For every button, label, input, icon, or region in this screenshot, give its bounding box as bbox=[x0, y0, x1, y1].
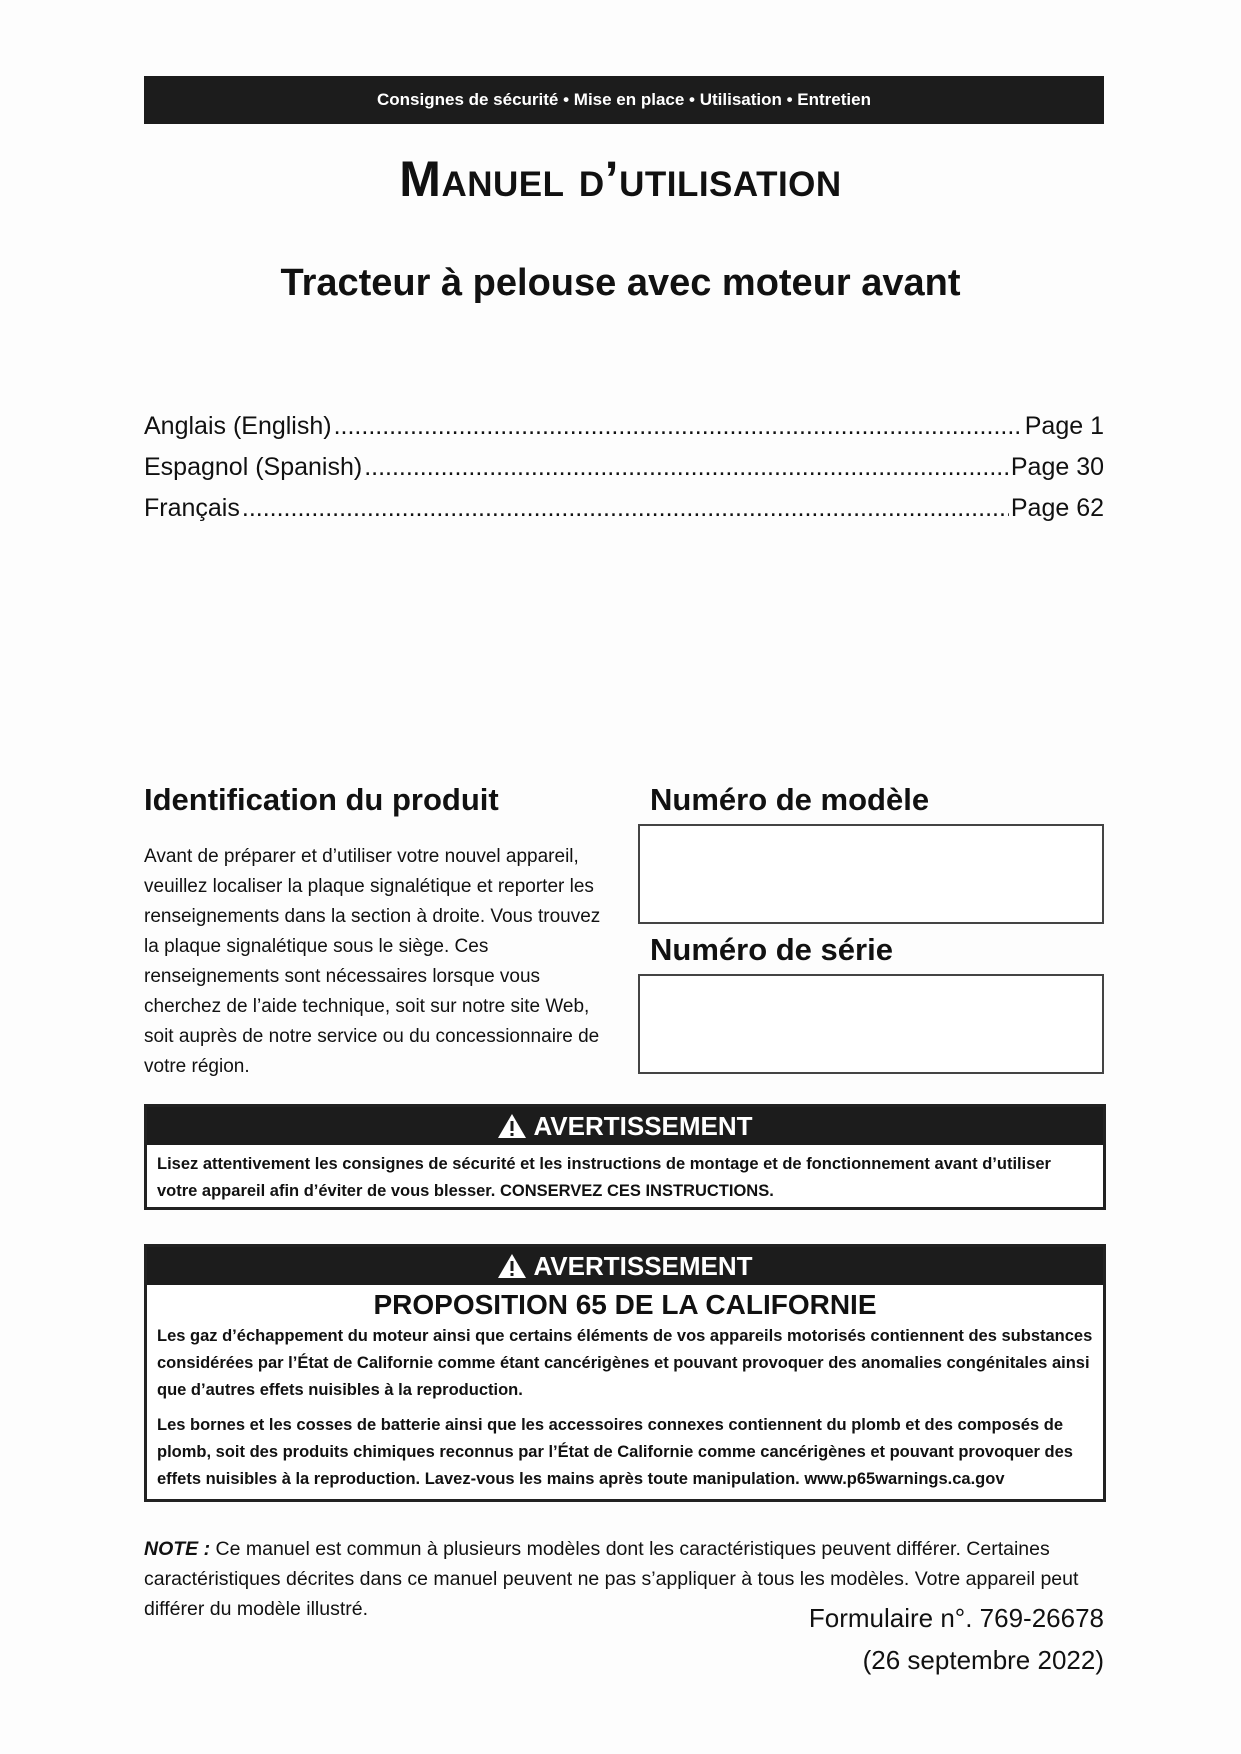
form-date: (26 septembre 2022) bbox=[862, 1645, 1104, 1675]
prop65-body bbox=[147, 1321, 1103, 1501]
toc-entry-spanish[interactable] bbox=[144, 453, 1104, 494]
title-initial: M bbox=[399, 151, 442, 207]
note-label: NOTE : bbox=[144, 1538, 211, 1560]
form-info bbox=[809, 1597, 1104, 1681]
warning-title: AVERTISSEMENT bbox=[533, 1250, 753, 1281]
toc-leader-dots bbox=[334, 412, 1023, 441]
toc-page: Page 62 bbox=[1010, 494, 1104, 522]
serial-number-label: Numéro de série bbox=[650, 932, 893, 967]
table-of-contents bbox=[144, 412, 1104, 535]
toc-label: Anglais (English) bbox=[144, 412, 332, 440]
form-number: Formulaire n°. 769-26678 bbox=[808, 1603, 1104, 1633]
prop65-warning-box bbox=[144, 1244, 1106, 1502]
prop65-paragraph-1: Les gaz d’échappement du moteur ainsi que certains éléments de vos appareils motorisés contiennent des substances considérées par l’État de Californie comme étant cancérigènes et pouvant provoquer des anomalies congénitales ainsi que d’autres effets nuisibles à la reproduction. bbox=[157, 1327, 1093, 1399]
page-subtitle: Tracteur à pelouse avec moteur avant bbox=[280, 262, 961, 304]
warning-text: Lisez attentivement les consignes de sécurité et les instructions de montage et de fonctionnement avant d’utiliser votre appareil afin d’éviter de vous blesser. CONSERVEZ CES INSTRUCTIONS. bbox=[157, 1155, 1051, 1200]
prop65-title: PROPOSITION 65 DE LA CALIFORNIE bbox=[373, 1289, 877, 1320]
prop65-paragraph-2: Les bornes et les cosses de batterie ainsi que les accessoires connexes contiennent du plomb et des composés de plomb, soit des produits chimiques reconnus par l’État de Californie comme cancérigènes et pouvant provoquer des effets nuisibles à la reproduction. Lavez-vous les mains après toute manipulation. www.p65warnings.ca.gov bbox=[157, 1416, 1073, 1488]
header-banner: Consignes de sécurité • Mise en place • Utilisation • Entretien bbox=[144, 76, 1104, 124]
warning-header bbox=[147, 1247, 1103, 1285]
toc-leader-dots bbox=[242, 494, 1009, 523]
model-number-field[interactable] bbox=[638, 824, 1104, 924]
title-rest: anuel d’utilisation bbox=[441, 151, 842, 207]
toc-entry-english[interactable] bbox=[144, 412, 1104, 453]
product-identification-text: Avant de préparer et d’utiliser votre nouvel appareil, veuillez localiser la plaque signalétique et reporter les renseignements dans la section à droite. Vous trouvez la plaque signalétique sous le siège. Ces renseignements sont nécessaires lorsque vous cherchez de l’aide technique, soit sur notre site Web, soit auprès de notre service ou du concessionnaire de votre région. bbox=[144, 846, 601, 1077]
toc-leader-dots bbox=[364, 453, 1009, 482]
warning-title: AVERTISSEMENT bbox=[533, 1110, 753, 1141]
toc-entry-french[interactable] bbox=[144, 494, 1104, 535]
warning-triangle-icon bbox=[497, 1113, 527, 1139]
warning-triangle-icon bbox=[497, 1253, 527, 1279]
toc-label: Espagnol (Spanish) bbox=[144, 453, 363, 481]
model-number-label: Numéro de modèle bbox=[650, 782, 930, 817]
product-identification-heading: Identification du produit bbox=[144, 782, 499, 817]
note-text: Ce manuel est commun à plusieurs modèles dont les caractéristiques peuvent différer. Certaines caractéristiques décrites dans ce manuel peuvent ne pas s’appliquer à tous les modèles. Votre appareil peut différer du modèle illustré. bbox=[144, 1538, 1079, 1620]
serial-number-field[interactable] bbox=[638, 974, 1104, 1074]
toc-page: Page 1 bbox=[1024, 412, 1104, 440]
toc-page: Page 30 bbox=[1010, 453, 1104, 481]
safety-warning-box bbox=[144, 1104, 1106, 1210]
warning-header bbox=[147, 1107, 1103, 1145]
page-title bbox=[0, 150, 1241, 208]
toc-label: Français bbox=[144, 494, 240, 522]
